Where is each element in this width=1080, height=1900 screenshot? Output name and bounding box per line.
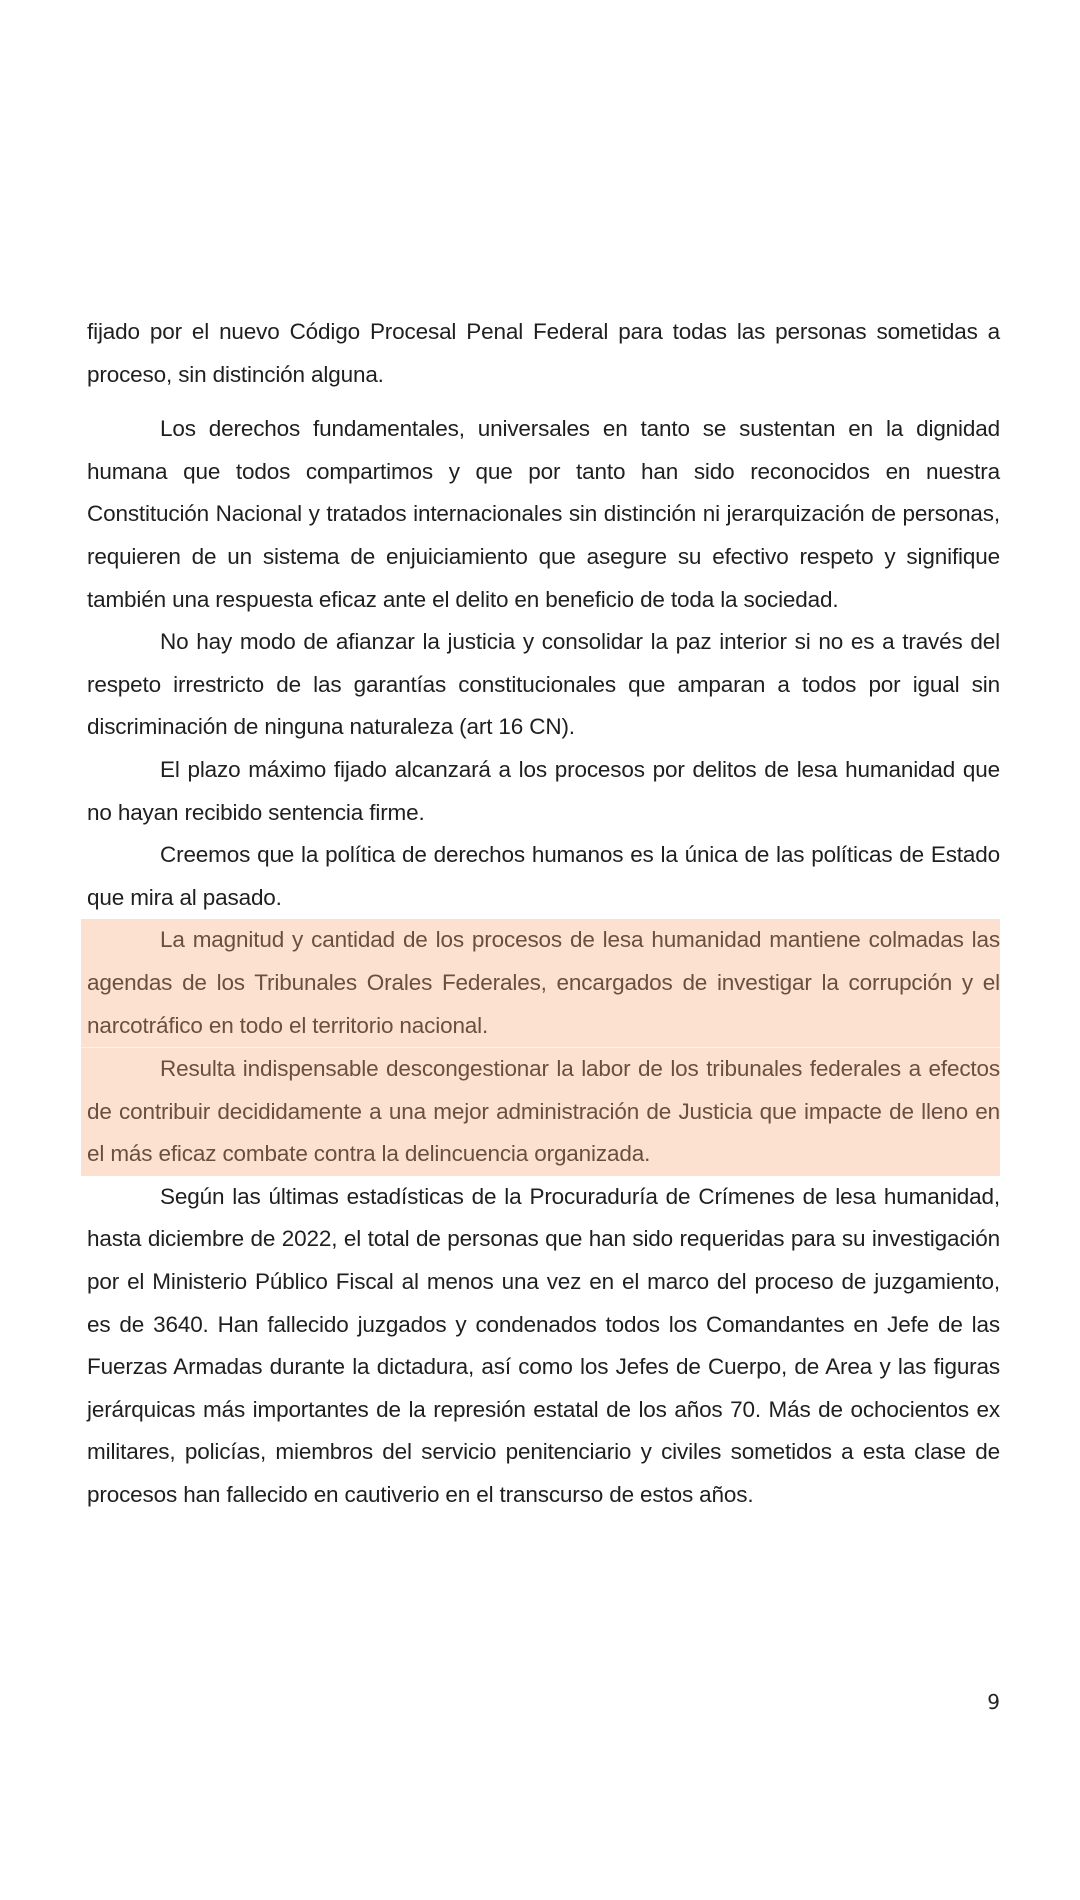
page-number: 9 bbox=[987, 1690, 1000, 1714]
document-body bbox=[87, 311, 1000, 1517]
paragraph-plazo-maximo: El plazo máximo fijado alcanzará a los procesos por delitos de lesa humanidad que no hayan recibido sentencia firme. bbox=[87, 756, 1000, 825]
paragraph-continuation: fijado por el nuevo Código Procesal Penal Federal para todas las personas sometidas a proceso, sin distinción alguna. bbox=[87, 319, 1000, 387]
paragraph-politica-ddhh: Creemos que la política de derechos humanos es la única de las políticas de Estado que mira al pasado. bbox=[87, 842, 1000, 910]
paragraph-estadisticas: Según las últimas estadísticas de la Procuraduría de Crímenes de lesa humanidad, hasta diciembre de 2022, el total de personas que han sido requeridas para su investigación por el Ministerio Público Fiscal al menos una vez en el marco del proceso de juzgamiento, es de 3640. Han fallecido juzgados y condenados todos los Comandantes en Jefe de las Fuerzas Armadas durante la dictadura, así como los Jefes de Cuerpo, de Area y las figuras jerárquicas más importantes de la represión estatal de los años 70. Más de ochocientos ex militares, policías, miembros del servicio penitenciario y civiles sometidos a esta clase de procesos han fallecido en cautiverio en el transcurso de estos años. bbox=[87, 1183, 1000, 1508]
paragraph-descongestionar: Resulta indispensable descongestionar la labor de los tribunales federales a efectos de contribuir decididamente a una mejor administración de Justicia que impacte de lleno en el más eficaz combate contra la delincuencia organizada. bbox=[87, 1056, 1000, 1167]
highlighted-passage[interactable] bbox=[81, 919, 1000, 1176]
paragraph-magnitud-procesos: La magnitud y cantidad de los procesos de lesa humanidad mantiene colmadas las agendas de los Tribunales Orales Federales, encargados de investigar la corrupción y el narcotráfico en todo el territorio nacional. bbox=[87, 927, 1000, 1038]
paragraph-afianzar-justicia: No hay modo de afianzar la justicia y consolidar la paz interior si no es a través del respeto irrestricto de las garantías constitucionales que amparan a todos por igual sin discriminación de ninguna naturaleza (art 16 CN). bbox=[87, 629, 1000, 740]
paragraph-derechos-fundamentales: Los derechos fundamentales, universales en tanto se sustentan en la dignidad humana que todos compartimos y que por tanto han sido reconocidos en nuestra Constitución Nacional y tratados internacionales sin distinción ni jerarquización de personas, requieren de un sistema de enjuiciamiento que asegure su efectivo respeto y signifique también una respuesta eficaz ante el delito en beneficio de toda la sociedad. bbox=[87, 416, 1000, 612]
